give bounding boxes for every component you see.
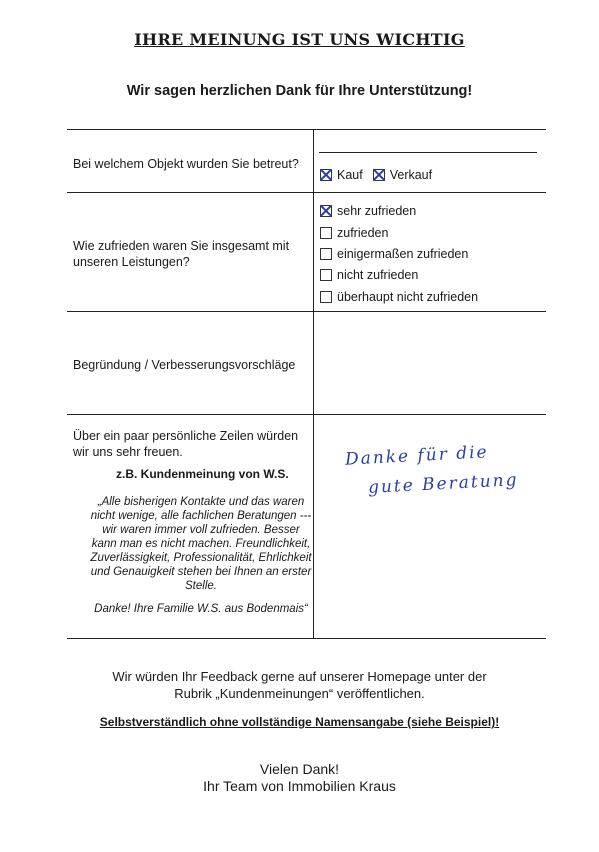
option-sehr-zufrieden — [320, 204, 416, 218]
option-nicht-zufrieden — [320, 268, 418, 282]
option-einigermassen-zufrieden — [320, 247, 468, 261]
verkauf-label: Verkauf — [389, 168, 433, 182]
zufrieden-checkbox[interactable] — [320, 227, 332, 239]
nicht-zufrieden-label: nicht zufrieden — [337, 268, 419, 282]
zufrieden-label: zufrieden — [337, 226, 389, 240]
sehr-zufrieden-checkbox[interactable] — [320, 205, 332, 217]
handwritten-comment-line1: Danke für die — [344, 442, 490, 470]
table-row-divider-3 — [67, 414, 546, 415]
table-row-divider-2 — [67, 311, 546, 312]
thanks-line: Vielen Dank! — [259, 761, 340, 777]
handwritten-comment-line2: gute Beratung — [367, 470, 519, 498]
kauf-label: Kauf — [337, 168, 363, 182]
nicht-zufrieden-checkbox[interactable] — [320, 269, 332, 281]
ueberhaupt-nicht-zufrieden-checkbox[interactable] — [320, 291, 332, 303]
team-signature: Ihr Team von Immobilien Kraus — [203, 778, 396, 794]
question-satisfaction: Wie zufrieden waren Sie insgesamt mit unseren Leistungen? — [73, 239, 290, 269]
einigermassen-zufrieden-checkbox[interactable] — [320, 248, 332, 260]
name-note: Selbstverständlich ohne vollständige Namensangabe (siehe Beispiel)! — [99, 715, 500, 729]
example-signature: Danke! Ihre Familie W.S. aus Bodenmais“ — [94, 603, 308, 615]
example-quote: „Alle bisherigen Kontakte und das waren nicht wenige, alle fachlichen Beratungen --- wir waren immer voll zufrieden. Besser kann man es nicht machen. Freundlichkeit, Zuverlässigkeit, Professionalität, Ehrlichkeit und Genauigkeit stehen bei Ihnen an erster Stelle. — [90, 496, 312, 592]
verkauf-checkbox[interactable] — [373, 169, 385, 181]
object-blank-line — [319, 152, 537, 153]
feedback-text: Wir würden Ihr Feedback gerne auf unserer Homepage unter der Rubrik „Kundenmeinungen“ veröffentlichen. — [112, 669, 487, 701]
table-top-border — [67, 129, 546, 130]
example-title: z.B. Kundenmeinung von W.S. — [116, 467, 289, 481]
form-subtitle: Wir sagen herzlichen Dank für Ihre Unterstützung! — [126, 83, 473, 99]
question-personal-lines: Über ein paar persönliche Zeilen würden wir uns sehr freuen. — [73, 429, 299, 459]
form-title: IHRE MEINUNG IST UNS WICHTIG — [134, 30, 465, 49]
question-object: Bei welchem Objekt wurden Sie betreut? — [73, 157, 299, 171]
einigermassen-zufrieden-label: einigermaßen zufrieden — [337, 247, 469, 261]
question-reasoning: Begründung / Verbesserungsvorschläge — [73, 358, 296, 372]
ueberhaupt-nicht-zufrieden-label: überhaupt nicht zufrieden — [337, 290, 479, 304]
table-column-divider — [313, 129, 314, 639]
table-bottom-border — [67, 638, 546, 639]
option-zufrieden — [320, 226, 388, 240]
sehr-zufrieden-label: sehr zufrieden — [337, 204, 417, 218]
table-row-divider-1 — [67, 192, 546, 193]
object-options — [320, 168, 442, 182]
kauf-checkbox[interactable] — [320, 169, 332, 181]
option-ueberhaupt-nicht-zufrieden — [320, 290, 478, 304]
